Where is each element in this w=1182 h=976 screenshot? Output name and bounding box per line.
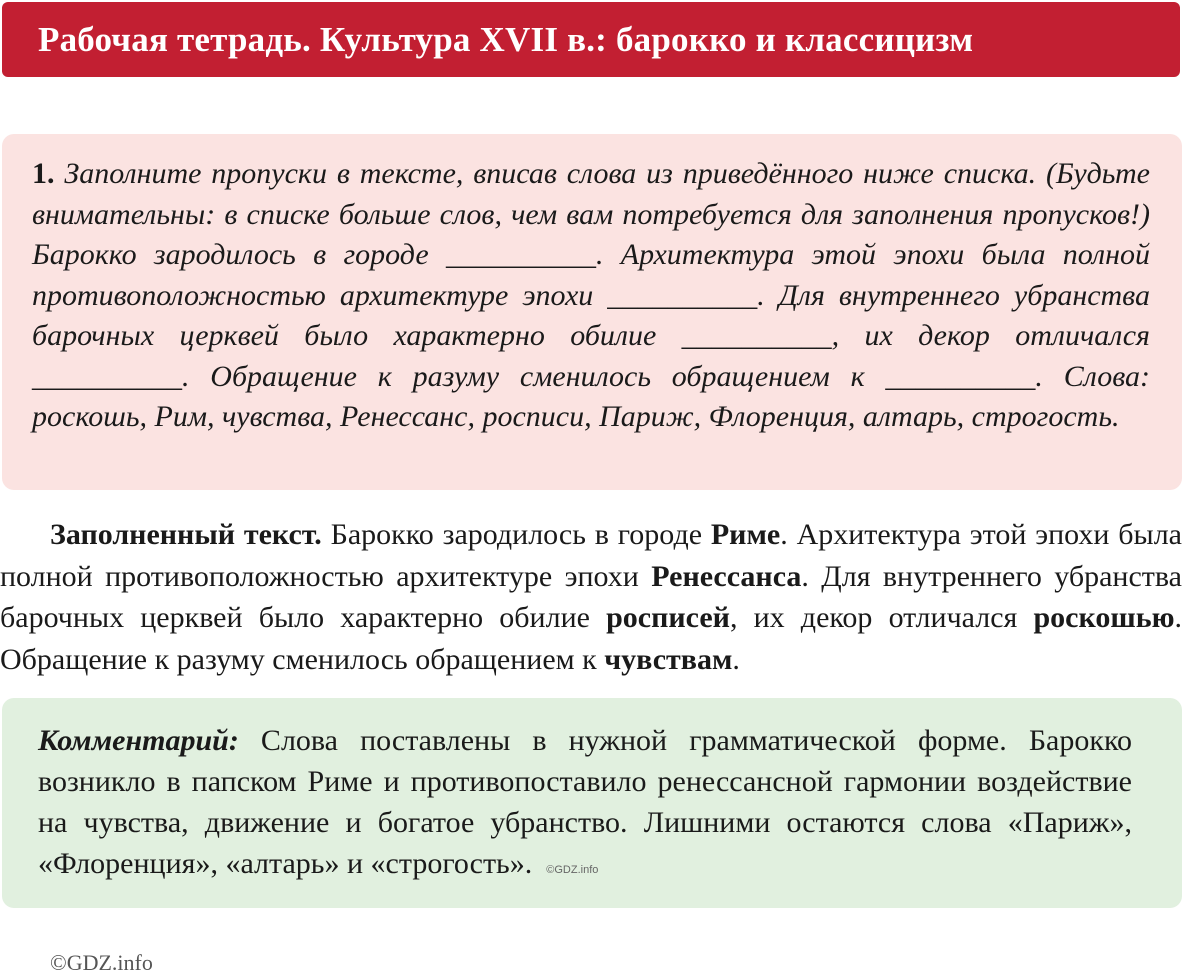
answer-part: , их декор отличался bbox=[729, 601, 1034, 634]
task-body: Заполните пропуски в тексте, вписав слова из приведённого ниже списка. (Будьте внимательны: в списке больше слов, чем вам потребуется для заполнения пропусков!) Барокко зародилось в городе __________. Архитектура этой эпохи была полной противоположностью архитектуре эпохи __________. Для внутреннего убранства барочных церквей было характерно обилие __________, их декор отличался __________. Обращение к разуму сменилось обращением к __________. Слова: роскошь, Рим, чувства, Ренессанс, росписи, Париж, Флоренция, алтарь, строгость. bbox=[32, 157, 1150, 433]
answer-part: . Архитектура этой эпохи была полной противоположностью архитектуре эпохи bbox=[0, 518, 1182, 593]
task-number: 1. bbox=[32, 157, 55, 190]
answer-label: Заполненный текст. bbox=[50, 518, 322, 551]
footer-watermark: ©GDZ.info bbox=[50, 950, 153, 975]
comment-text bbox=[38, 720, 1132, 891]
page-header bbox=[2, 2, 1180, 77]
answer-word: Риме bbox=[710, 518, 781, 551]
answer-text bbox=[0, 514, 1182, 680]
comment-watermark: ©GDZ.info bbox=[546, 864, 599, 876]
answer-part: . bbox=[732, 642, 740, 676]
page-title: Рабочая тетрадь. Культура XVII в.: барокко и классицизм bbox=[38, 19, 974, 59]
answer-word: росписей bbox=[606, 601, 730, 634]
comment-label: Комментарий: bbox=[38, 724, 239, 757]
comment-box bbox=[2, 698, 1182, 908]
answer-word: чувствам bbox=[604, 642, 733, 676]
comment-body: Слова поставлены в нужной грамматической форме. Барокко возникло в папском Риме и противопоставило ренессансной гармонии воздействие на чувства, движение и богатое убранство. Лишними остаются слова «Париж», «Флоренция», «алтарь» и «строгость». bbox=[38, 724, 1132, 880]
answer-word: Ренессанса bbox=[651, 559, 802, 593]
answer-part: . Для внутреннего убранства барочных церквей было характерно обилие bbox=[0, 559, 1182, 634]
answer-part: Барокко зародилось в городе bbox=[321, 518, 711, 551]
answer-word: роскошью bbox=[1033, 601, 1175, 634]
task-text bbox=[32, 154, 1150, 438]
answer-part: . Обращение к разуму сменилось обращением к bbox=[0, 601, 1182, 676]
task-box bbox=[2, 134, 1182, 490]
